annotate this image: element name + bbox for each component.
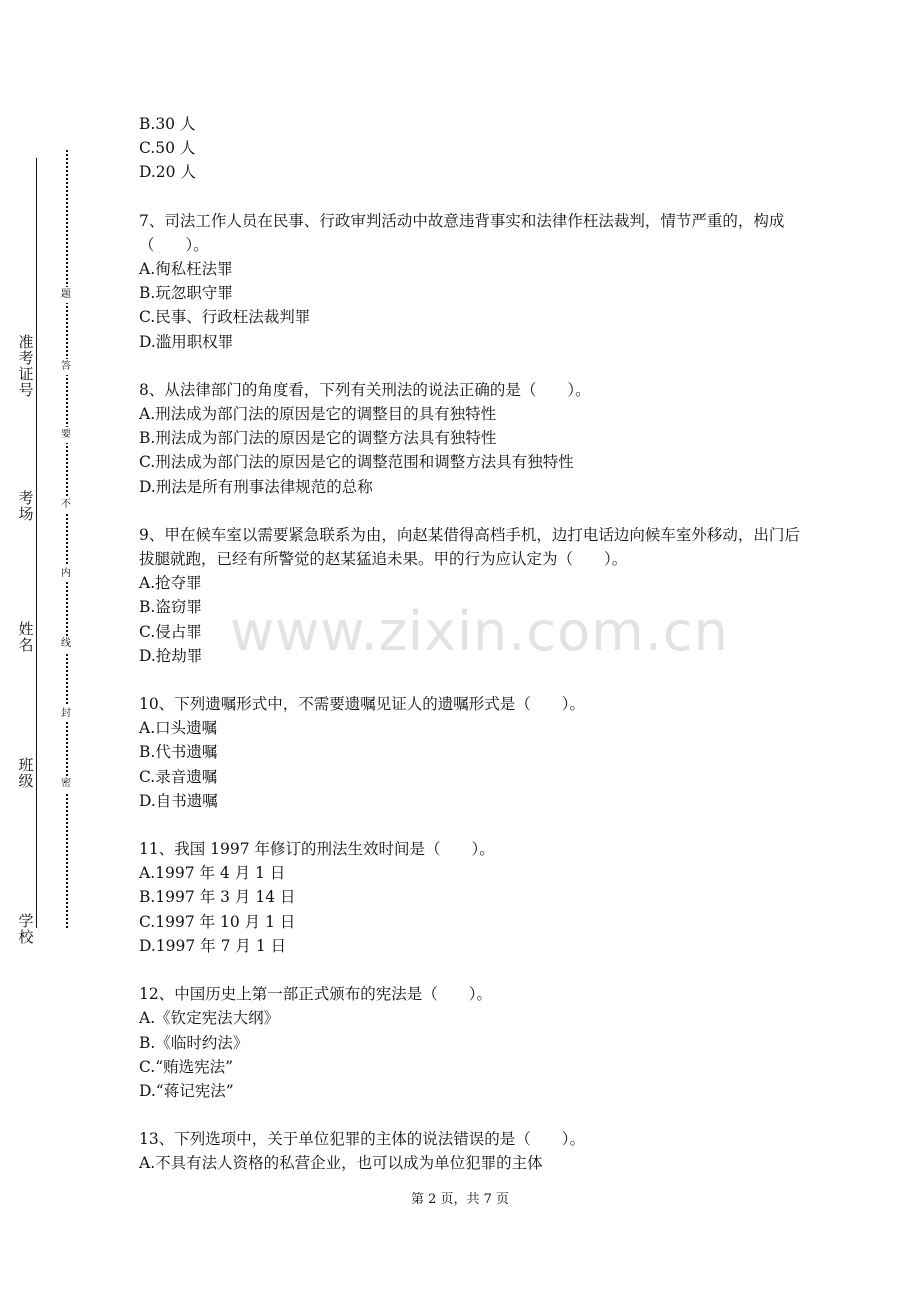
option: D.滥用职权罪 — [139, 332, 234, 351]
label-char: 名 — [18, 636, 34, 654]
option: C.侵占罪 — [139, 622, 202, 641]
option: B.1997 年 3 月 14 日 — [139, 888, 296, 907]
option: D.“蒋记宪法” — [139, 1081, 234, 1100]
question-7 — [139, 209, 809, 354]
label-char: 场 — [18, 505, 34, 523]
option: B.玩忽职守罪 — [139, 284, 233, 303]
question-12 — [139, 982, 809, 1103]
watermark: www.zixin.com.cn — [230, 600, 729, 663]
option: C.录音遗嘱 — [139, 767, 218, 786]
question-10 — [139, 692, 809, 813]
seal-char: 密 — [58, 776, 74, 792]
name-label — [17, 621, 35, 653]
question-stem: 12、中国历史上第一部正式颁布的宪法是（ ）。 — [139, 985, 492, 1004]
option: C.民事、行政枉法裁判罪 — [139, 308, 311, 327]
option: A.抢夺罪 — [139, 574, 202, 593]
seal-char: 要 — [58, 427, 74, 443]
label-char: 姓 — [18, 620, 34, 638]
seal-char: 答 — [58, 359, 74, 375]
exam-room-label — [17, 490, 35, 522]
seal-line — [66, 150, 68, 928]
question-9 — [139, 523, 809, 668]
option: C.“贿选宪法” — [139, 1057, 234, 1076]
option: A.刑法成为部门法的原因是它的调整目的具有独特性 — [139, 405, 497, 424]
class-label — [17, 757, 35, 789]
question-stem: 7、司法工作人员在民事、行政审判活动中故意违背事实和法律作枉法裁判，情节严重的，构成（ ）。 — [139, 211, 785, 254]
option: C.50 人 — [139, 139, 196, 158]
school-label — [17, 913, 35, 945]
seal-char: 线 — [58, 636, 74, 652]
option: A.《钦定宪法大纲》 — [139, 1009, 280, 1028]
label-char: 级 — [18, 772, 34, 790]
label-char: 考 — [18, 349, 34, 367]
seal-char: 封 — [58, 706, 74, 722]
option: D.刑法是所有刑事法律规范的总称 — [139, 477, 373, 496]
option: C.刑法成为部门法的原因是它的调整范围和调整方法具有独特性 — [139, 453, 574, 472]
question-stem: 9、甲在候车室以需要紧急联系为由，向赵某借得高档手机，边打电话边向候车室外移动，出门后拔腿就跑，已经有所警觉的赵某猛追未果。甲的行为应认定为（ ）。 — [139, 525, 800, 569]
question-11 — [139, 837, 809, 958]
seal-char: 内 — [58, 566, 74, 582]
option: B.盗窃罪 — [139, 598, 202, 617]
option: B.30 人 — [139, 115, 196, 133]
option: A.1997 年 4 月 1 日 — [139, 864, 286, 883]
question-stem: 8、从法律部门的角度看，下列有关刑法的说法正确的是（ ）。 — [139, 380, 591, 399]
seal-char: 题 — [58, 287, 74, 303]
option: C.1997 年 10 月 1 日 — [139, 912, 296, 931]
option: D.1997 年 7 月 1 日 — [139, 936, 287, 955]
label-char: 准 — [18, 333, 34, 351]
carryover-options — [139, 112, 809, 185]
option: A.徇私枉法罪 — [139, 260, 233, 279]
option: B.代书遗嘱 — [139, 743, 218, 762]
seal-char: 不 — [58, 497, 74, 513]
question-13 — [139, 1127, 809, 1175]
label-char: 校 — [18, 928, 34, 946]
label-char: 考 — [18, 489, 34, 507]
fill-in-line — [36, 158, 37, 928]
question-stem: 13、下列选项中，关于单位犯罪的主体的说法错误的是（ ）。 — [139, 1130, 585, 1149]
label-char: 学 — [18, 912, 34, 930]
question-stem: 10、下列遗嘱形式中，不需要遗嘱见证人的遗嘱形式是（ ）。 — [139, 695, 585, 714]
option: A.不具有法人资格的私营企业，也可以成为单位犯罪的主体 — [139, 1154, 543, 1173]
option: A.口头遗嘱 — [139, 719, 218, 738]
label-char: 班 — [18, 756, 34, 774]
exam-content — [139, 112, 809, 1200]
option: D.自书遗嘱 — [139, 791, 218, 810]
exam-number-label — [17, 334, 35, 398]
label-char: 证 — [18, 365, 34, 383]
option: D.20 人 — [139, 163, 196, 182]
option: B.刑法成为部门法的原因是它的调整方法具有独特性 — [139, 429, 497, 448]
question-stem: 11、我国 1997 年修订的刑法生效时间是（ ）。 — [139, 840, 495, 859]
option: D.抢劫罪 — [139, 646, 203, 665]
option: B.《临时约法》 — [139, 1033, 249, 1052]
page-footer: 第 2 页，共 7 页 — [410, 1192, 510, 1207]
label-char: 号 — [18, 381, 34, 399]
question-8 — [139, 378, 809, 499]
